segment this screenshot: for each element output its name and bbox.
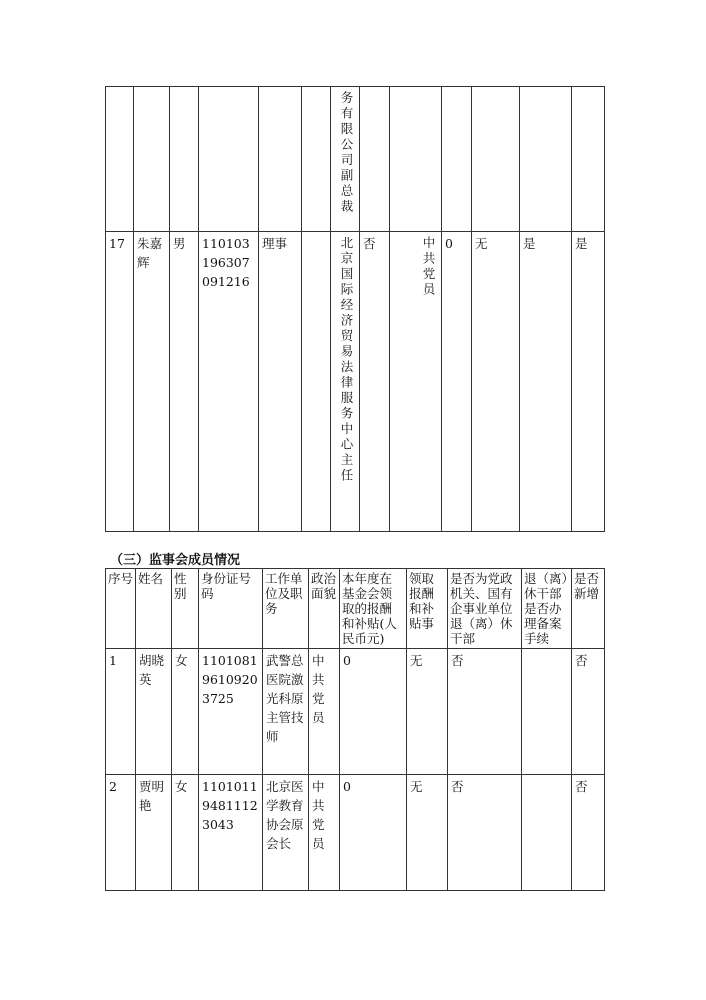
id-number-cell: 110108196109203725 — [199, 649, 263, 775]
header-gender: 性别 — [172, 569, 199, 649]
name-cell: 胡晓英 — [136, 649, 172, 775]
position-cell: 理事 — [259, 232, 302, 532]
allowance-cell: 无 — [407, 775, 448, 891]
remuneration-cell: 0 — [442, 232, 472, 532]
table-row — [106, 649, 605, 775]
id-number-cell: 110101194811123043 — [199, 775, 263, 891]
political-status-cell: 中共党员 — [390, 232, 442, 532]
gender-cell: 女 — [172, 649, 199, 775]
header-filing: 退（离）休干部是否办理备案手续 — [522, 569, 572, 649]
gender-cell: 女 — [172, 775, 199, 891]
remuneration-cell: 0 — [340, 649, 407, 775]
political-status-cell: 中共党员 — [309, 775, 340, 891]
is-new-cell: 是 — [572, 232, 605, 532]
filing-cell — [522, 649, 572, 775]
header-name: 姓名 — [136, 569, 172, 649]
is-new-cell: 否 — [572, 649, 605, 775]
work-unit-cell: 北京医学教育协会原会长 — [263, 775, 309, 891]
header-is-new: 是否新增 — [572, 569, 605, 649]
filing-cell — [522, 775, 572, 891]
table-row — [106, 87, 605, 232]
work-unit-cell: 北京国际经济贸易法律服务中心主任 — [331, 232, 360, 532]
seq-cell: 17 — [106, 232, 134, 532]
work-unit-cell: 务有限公司副总裁 — [331, 87, 360, 232]
name-cell: 贾明艳 — [136, 775, 172, 891]
name-cell: 朱嘉辉 — [134, 232, 170, 532]
allowance-cell: 无 — [407, 649, 448, 775]
header-allowance: 领取报酬和补贴事 — [407, 569, 448, 649]
supervisors-table — [105, 568, 605, 891]
remuneration-cell: 0 — [340, 775, 407, 891]
is-official-retired-cell: 否 — [448, 649, 522, 775]
header-political-status: 政治面貌 — [309, 569, 340, 649]
section-title: （三）监事会成员情况 — [110, 553, 241, 568]
party-gov-cell: 否 — [360, 232, 390, 532]
header-remuneration: 本年度在基金会领取的报酬和补贴(人民币元) — [340, 569, 407, 649]
table-header-row — [106, 569, 605, 649]
allowance-cell: 无 — [472, 232, 520, 532]
is-official-retired-cell: 是 — [520, 232, 572, 532]
seq-cell: 1 — [106, 649, 136, 775]
header-is-official-retired: 是否为党政机关、国有企事业单位退（离）休干部 — [448, 569, 522, 649]
political-status-cell: 中共党员 — [309, 649, 340, 775]
header-seq: 序号 — [106, 569, 136, 649]
table-row — [106, 232, 605, 532]
directors-table-continued — [105, 86, 605, 532]
seq-cell: 2 — [106, 775, 136, 891]
header-work-unit: 工作单位及职务 — [263, 569, 309, 649]
header-id-number: 身份证号码 — [199, 569, 263, 649]
is-official-retired-cell: 否 — [448, 775, 522, 891]
id-number-cell: 110103196307091216 — [199, 232, 259, 532]
work-unit-cell: 武警总医院激光科原主管技师 — [263, 649, 309, 775]
gender-cell: 男 — [170, 232, 199, 532]
table-row — [106, 775, 605, 891]
is-new-cell: 否 — [572, 775, 605, 891]
